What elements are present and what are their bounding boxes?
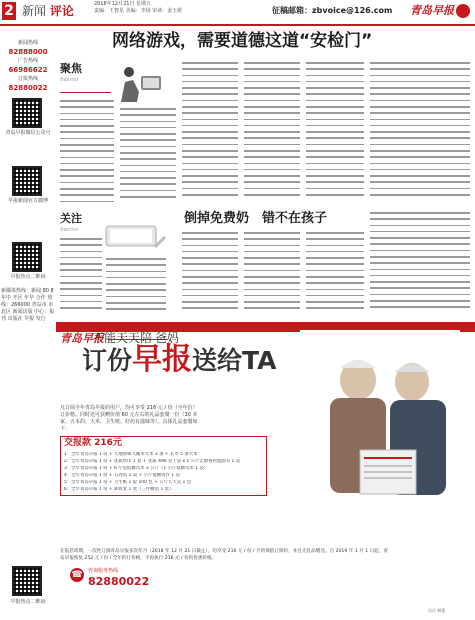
package-option: 3：全年青岛早报 1 份 + 6 斤装低糖贡米 3 公斤（1 公斤低糖贡米 1 袋） [64, 466, 209, 471]
article-body-column [370, 62, 470, 200]
subscribe-hotline-number[interactable]: 82880022 [8, 84, 48, 92]
issue-info [94, 1, 204, 15]
page-number: 2 [2, 2, 16, 20]
article-body-column [60, 100, 114, 207]
issue-editors: 责编：王智星 美编：李扬 审读：姜玉妍 [94, 8, 183, 14]
phone-number[interactable]: 82880022 [88, 575, 150, 588]
slogan-pre: 订份 [82, 346, 133, 375]
qr-weibo-caption: 早报新闻官方微博 [7, 198, 48, 204]
article-body-column [182, 62, 238, 200]
issue-date: 2018年12月21日 星期五 [94, 1, 152, 7]
package-option: 2：全年青岛早报 1 份 + 优质丝巾 1 套 + 优质 490 克 / 袋 x 1 公斤宏源鲁鸡蛋面有 1 袋 [64, 459, 241, 464]
article-body-column [244, 232, 300, 314]
article-body-column [244, 62, 300, 200]
phone-icon: ☎ [71, 570, 83, 580]
qr-hot-caption: 早报热点二维码 [10, 274, 46, 280]
slogan-highlight: 早报 [132, 342, 193, 377]
top-article-headline: 网络游戏，需要道德这道“安检门” [112, 31, 373, 51]
designer-credit: 设计 韩蕾 [428, 608, 446, 613]
news-hotline-title: 新闻热线 [17, 40, 38, 46]
qr-code-icon[interactable] [12, 98, 42, 128]
kicker-label-en: Interest [60, 227, 79, 233]
ad-brand: 青岛早报 [60, 332, 104, 345]
package-option: 1：全年青岛早报 1 份 + 天地原味大碗米大米 3 条 + 长寿 5 条大米 [64, 452, 198, 457]
sidebar [0, 26, 56, 620]
ad-hotline-number[interactable]: 66986622 [8, 66, 48, 74]
article-illustration [111, 62, 167, 106]
tablet-illustration [100, 222, 170, 252]
article-body-column [370, 212, 470, 313]
submit-email[interactable]: 征稿邮箱：zbvoice@126.com [272, 6, 393, 15]
brand-logo-icon [456, 4, 470, 18]
article-body-column [306, 232, 364, 314]
package-option: 6：全年青岛早报 1 份 + 卸妆套 1 套（三件精装 1 套） [64, 487, 174, 492]
article-body-column [120, 108, 176, 202]
sidebar-bottom-info: 新媒体热线：新闻 80 8年中 开区 年早 合作 热线：266000 青岛市 市北区 新闻出版 中心：报刊 出版社 早报 发行 [1, 288, 55, 322]
qr-subscribe-caption: 早报热点二维码 [10, 599, 46, 605]
qr-code-icon[interactable] [12, 242, 42, 272]
qr-code-icon[interactable] [12, 166, 42, 196]
kicker-label: 聚焦 [60, 62, 82, 75]
ad-slogan-line2 [82, 344, 276, 377]
section-name [22, 3, 74, 19]
divider [60, 92, 118, 93]
bottom-article-headline: 倒掉免费奶 错不在孩子 [184, 211, 328, 226]
article-body-column [306, 62, 364, 200]
brand-name: 青岛早报 [410, 4, 454, 17]
article-body-column [106, 258, 166, 315]
phone-label: 咨询服务热线 [88, 568, 119, 574]
section-prefix: 新闻 [22, 4, 47, 18]
news-hotline-number[interactable]: 82888000 [8, 48, 48, 56]
ad-bottom-note: 在报恳周期，一次性订阅青岛早报多次年月（2018 年 12 月 21 日截止），均享受 216 元 / 份 / 月的保值订阅价，并且无礼品赠送。自 2019 年 1 月 1 日起，青岛早报恢复 252 元 / 份 / 全年的订价格，不再执行 216 元 / 份的优惠价格。 [60, 549, 388, 561]
article-body-column [182, 232, 238, 314]
page-header [0, 0, 475, 26]
package-option: 4：全年青岛早报 1 份 + 五谷饭 1 袋 + 公斤低糖饭件 1 袋 [64, 473, 180, 478]
qr-wechat-caption: 青岛早报微信公众号 [5, 130, 51, 136]
ad-intro-text: 凡订阅全年青岛早报的用户，均可享受 216 元 / 份（全年价）订价格。同时还可获赠价值 60 元左右的礼品套餐一份（30 本家、五本的、大米、卫生纸、好药有滋味等）。具体礼品套餐如下： [60, 405, 198, 432]
ad-slogan-line1: 不能天天陪 爸妈 [92, 331, 180, 345]
kicker-label-en: Interest [60, 77, 79, 83]
qr-code-icon[interactable] [12, 566, 42, 596]
kicker-label: 关注 [60, 212, 82, 225]
price-title: 交报款 216元 [64, 438, 122, 448]
section-suffix: 评论 [49, 4, 74, 18]
top-article-kicker [60, 62, 118, 84]
elderly-couple-photo [300, 330, 460, 540]
subscribe-hotline-title: 订报热线 [17, 76, 38, 82]
article-body-column [60, 238, 102, 313]
slogan-post: 送给TA [192, 346, 277, 375]
package-option: 5：全年青岛早报 1 份 + 卫生纸 1 提 100 包 + 公斤天天美 1 包 [64, 480, 192, 485]
ad-hotline-title: 广告热线 [17, 58, 38, 64]
